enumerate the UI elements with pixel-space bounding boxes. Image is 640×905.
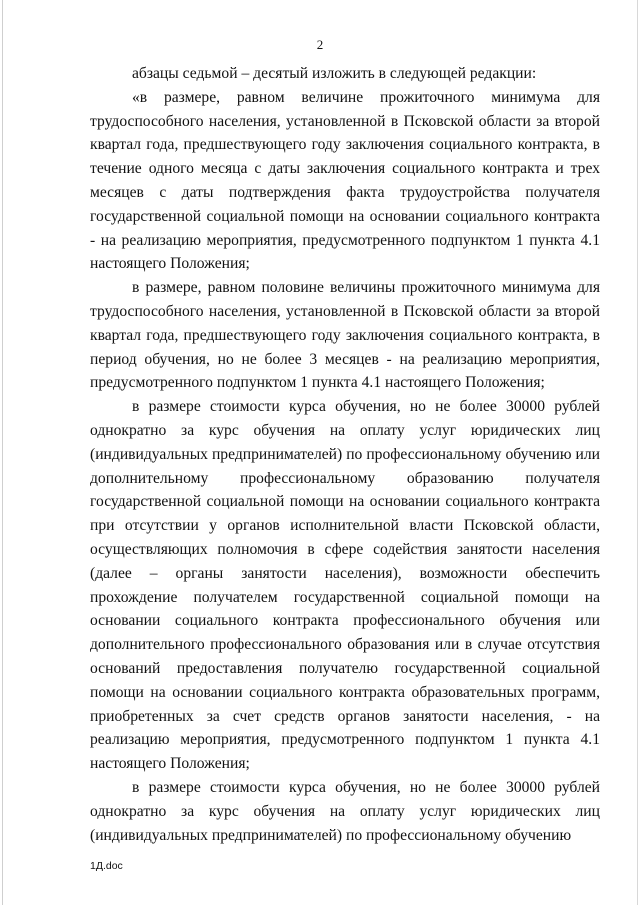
document-body bbox=[90, 62, 600, 847]
scan-edge-right bbox=[637, 0, 638, 905]
paragraph-intro: абзацы седьмой – десятый изложить в следующей редакции: bbox=[132, 65, 537, 82]
page-number: 2 bbox=[316, 37, 324, 52]
paragraph-item-1: «в размере, равном величине прожиточного минимума для трудоспособного населения, установленной в Псковской области за второй квартал года, предшествующего году заключения социального контракта, в течение одного месяца с даты заключения социального контракта и трех месяцев с даты подтверждения факта трудоустройства получателя государственной социальной помощи на основании социального контракта - на реализацию мероприятия, предусмотренного подпунктом 1 пункта 4.1 настоящего Положения; bbox=[90, 88, 600, 273]
paragraph-item-2: в размере, равном половине величины прожиточного минимума для трудоспособного населения, установленной в Псковской области за второй квартал года, предшествующего году заключения социального контракта, в период обучения, но не более 3 месяцев - на реализацию мероприятия, предусмотренного подпунктом 1 пункта 4.1 настоящего Положения; bbox=[90, 279, 600, 392]
file-name-footer: 1Д.doc bbox=[90, 860, 123, 872]
paragraph-item-3: в размере стоимости курса обучения, но не более 30000 рублей однократно за курс обучения на оплату услуг юридических лиц (индивидуальных предпринимателей) по профессиональному обучению или дополнительному профессиональному образованию получателя государственной социальной помощи на основании социального контракта при отсутствии у органов исполнительной власти Псковской области, осуществляющих полномочия в сфере содействия занятости населения (далее – органы занятости населения), возможности обеспечить прохождение получателем государственной социальной помощи на основании социального контракта профессионального обучения или дополнительного профессионального образования или в случае отсутствия оснований предоставления получателю государственной социальной помощи на основании социального контракта образовательных программ, приобретенных за счет средств органов занятости населения, - на реализацию мероприятия, предусмотренного подпунктом 1 пункта 4.1 настоящего Положения; bbox=[90, 398, 600, 773]
paragraph-item-4: в размере стоимости курса обучения, но не более 30000 рублей однократно за курс обучения на оплату услуг юридических лиц (индивидуальных предпринимателей) по профессиональному обучению bbox=[90, 778, 600, 844]
scan-edge-left bbox=[2, 0, 3, 905]
